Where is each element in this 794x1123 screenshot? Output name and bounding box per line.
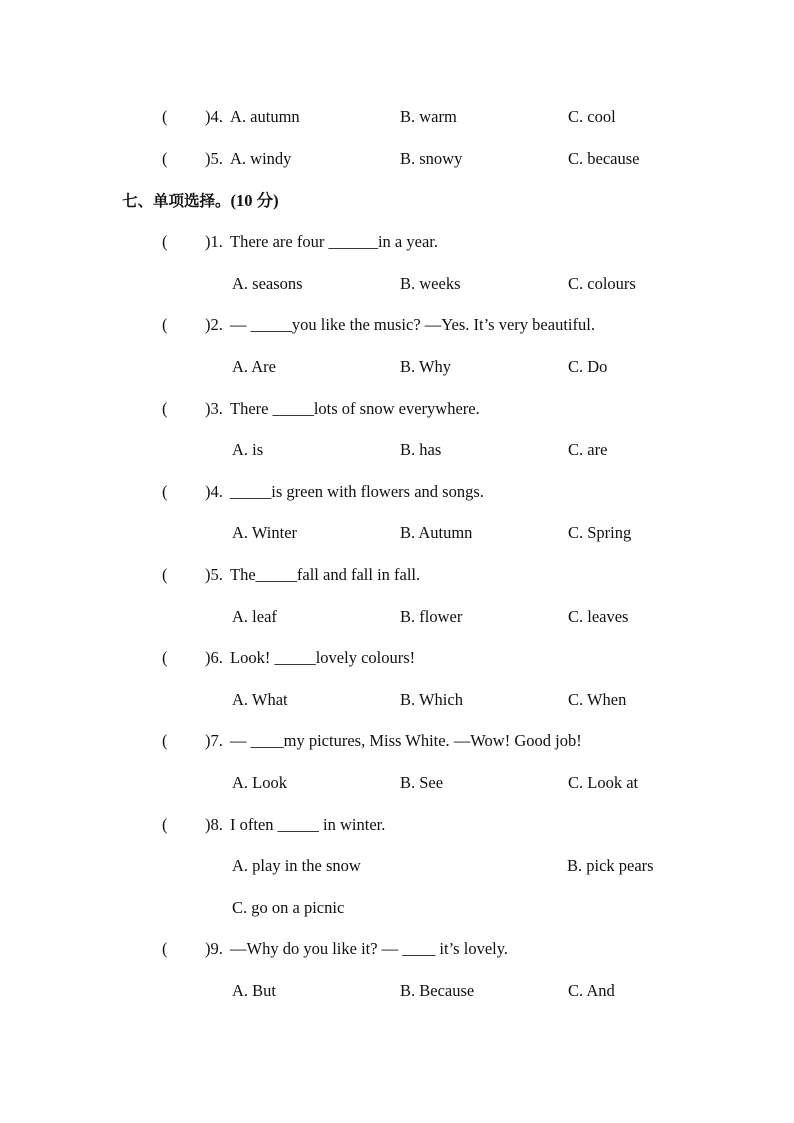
answer-paren-left[interactable]: ( [162,107,168,126]
question-text: — ____my pictures, Miss White. —Wow! Good job! [230,731,582,750]
option-c: C. are [568,440,608,459]
option-a: A. play in the snow [232,856,361,875]
question-number: )5. [205,149,223,168]
question-number: )2. [205,315,223,334]
option-a: A. But [232,981,277,1000]
question-text: There _____lots of snow everywhere. [230,399,480,418]
option-b: B. See [400,773,444,792]
option-b: B. has [400,440,442,459]
question-text: _____is green with flowers and songs. [230,482,484,501]
option-a: A. autumn [230,107,300,126]
answer-paren-left[interactable]: ( [162,482,168,501]
question-number: )8. [205,815,223,834]
option-c: C. Look at [568,773,639,792]
section-title-text: 七、单项选择。 [122,192,231,210]
question-number: )3. [205,399,223,418]
answer-paren-left[interactable]: ( [162,815,168,834]
option-a: A. leaf [232,607,277,626]
option-b: B. warm [400,107,457,126]
question-text: —Why do you like it? — ____ it’s lovely. [230,939,509,958]
option-c: C. Do [568,357,608,376]
question-number: )6. [205,648,223,667]
option-c: C. leaves [568,607,629,626]
option-b: B. Because [400,981,475,1000]
option-b: B. weeks [400,274,461,293]
option-c: C. Spring [568,523,632,542]
option-b: B. flower [400,607,463,626]
option-c: C. cool [568,107,616,126]
answer-paren-left[interactable]: ( [162,648,168,667]
question-text: There are four ______in a year. [230,232,438,251]
question-text: Look! _____lovely colours! [230,648,416,667]
answer-paren-left[interactable]: ( [162,315,168,334]
answer-paren-left[interactable]: ( [162,565,168,584]
section-title [122,191,279,211]
option-b: B. pick pears [567,856,654,875]
option-b: B. Which [400,690,463,709]
option-a: A. seasons [232,274,303,293]
option-a: A. What [232,690,288,709]
option-c: C. colours [568,274,636,293]
question-number: )4. [205,482,223,501]
question-number: )1. [205,232,223,251]
question-number: )9. [205,939,223,958]
answer-paren-left[interactable]: ( [162,149,168,168]
question-text: — _____you like the music? —Yes. It’s very beautiful. [230,315,595,334]
option-b: B. Autumn [400,523,473,542]
answer-paren-left[interactable]: ( [162,232,168,251]
option-a: A. Look [232,773,287,792]
answer-paren-left[interactable]: ( [162,939,168,958]
option-c: C. go on a picnic [232,898,345,917]
answer-paren-left[interactable]: ( [162,399,168,418]
option-c: C. because [568,149,640,168]
option-c: C. When [568,690,627,709]
option-a: A. windy [230,149,292,168]
section-score: (10 分) [230,191,279,210]
question-text: I often _____ in winter. [230,815,386,834]
question-number: )5. [205,565,223,584]
option-c: C. And [568,981,615,1000]
option-a: A. is [232,440,264,459]
option-a: A. Winter [232,523,298,542]
option-b: B. Why [400,357,452,376]
question-text: The_____fall and fall in fall. [230,565,421,584]
question-number: )7. [205,731,223,750]
option-b: B. snowy [400,149,463,168]
option-a: A. Are [232,357,276,376]
answer-paren-left[interactable]: ( [162,731,168,750]
question-number: )4. [205,107,223,126]
